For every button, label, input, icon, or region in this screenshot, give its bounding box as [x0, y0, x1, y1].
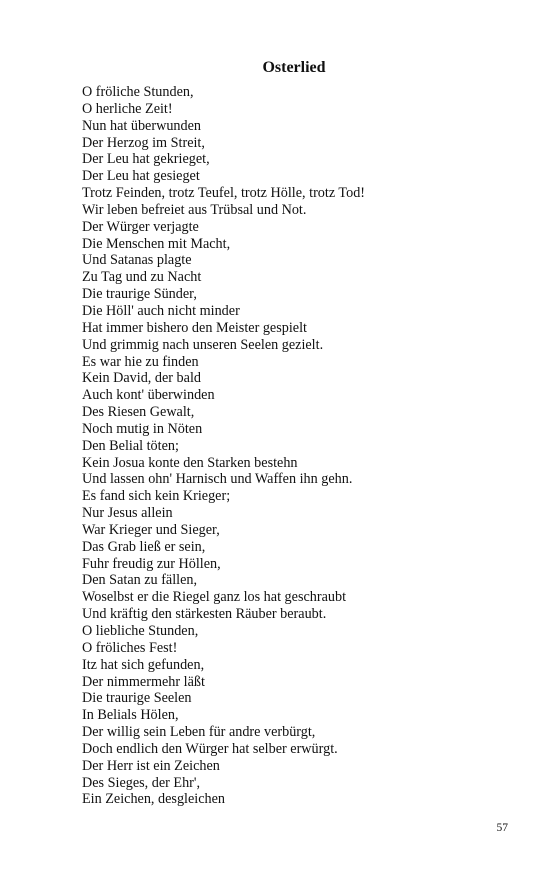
poem-line: Und grimmig nach unseren Seelen gezielt. [82, 336, 324, 353]
poem-line: Fuhr freudig zur Höllen, [82, 555, 221, 572]
poem-line: Den Belial töten; [82, 437, 179, 454]
poem-line: Nur Jesus allein [82, 505, 173, 522]
poem-line: Die traurige Seelen [82, 690, 192, 707]
poem-line: Trotz Feinden, trotz Teufel, trotz Hölle, trotz Tod! [82, 185, 366, 202]
poem-line: Der Leu hat gesieget [82, 168, 200, 185]
poem-line: Der willig sein Leben für andre verbürgt, [82, 724, 316, 741]
poem-line: Den Satan zu fällen, [82, 572, 198, 589]
page-number: 57 [496, 822, 508, 834]
poem-line: Die traurige Sünder, [82, 286, 197, 303]
poem-line: Der Würger verjagte [82, 218, 199, 235]
poem-line: Der nimmermehr läßt [82, 673, 205, 690]
poem-title: Osterlied [262, 59, 326, 76]
poem-line: Itz hat sich gefunden, [82, 656, 205, 673]
poem-line: Nun hat überwunden [82, 117, 201, 134]
poem-line: Auch kont' überwinden [82, 387, 215, 404]
poem-body [82, 84, 365, 808]
poem-line: Ein Zeichen, desgleichen [82, 791, 225, 808]
poem-line: Noch mutig in Nöten [82, 420, 203, 437]
poem-line: O liebliche Stunden, [82, 623, 199, 639]
poem-line: Und lassen ohn' Harnisch und Waffen ihn gehn. [82, 471, 353, 488]
poem-line: Und Satanas plagte [82, 252, 192, 269]
poem-line: Zu Tag und zu Nacht [82, 269, 202, 286]
poem-line: Es fand sich kein Krieger; [82, 488, 231, 505]
poem-line: Es war hie zu finden [82, 353, 199, 370]
poem-line: Des Riesen Gewalt, [82, 404, 195, 421]
poem-line: Hat immer bishero den Meister gespielt [82, 319, 307, 336]
poem-line: O fröliches Fest! [82, 639, 178, 656]
poem-line: Die Menschen mit Macht, [82, 235, 231, 252]
poem-line: In Belials Hölen, [82, 707, 179, 724]
poem-line: O herliche Zeit! [82, 100, 173, 117]
poem-line: O fröliche Stunden, [82, 84, 194, 100]
poem-line: Wir leben befreiet aus Trübsal und Not. [82, 201, 307, 218]
poem-line: Der Herr ist ein Zeichen [82, 757, 220, 774]
poem-line: Und kräftig den stärkesten Räuber beraubt. [82, 606, 327, 623]
poem-line: War Krieger und Sieger, [82, 521, 220, 538]
poem-line: Das Grab ließ er sein, [82, 538, 206, 555]
poem-line: Der Leu hat gekrieget, [82, 151, 210, 168]
poem-line: Kein David, der bald [82, 370, 201, 387]
poem-line: Kein Josua konte den Starken bestehn [82, 454, 298, 471]
poem-line: Woselbst er die Riegel ganz los hat geschraubt [82, 589, 347, 606]
poem-line: Doch endlich den Würger hat selber erwürgt. [82, 740, 338, 757]
poem-line: Des Sieges, der Ehr', [82, 774, 200, 791]
poem-line: Der Herzog im Streit, [82, 134, 205, 151]
poem-line: Die Höll' auch nicht minder [82, 302, 240, 319]
